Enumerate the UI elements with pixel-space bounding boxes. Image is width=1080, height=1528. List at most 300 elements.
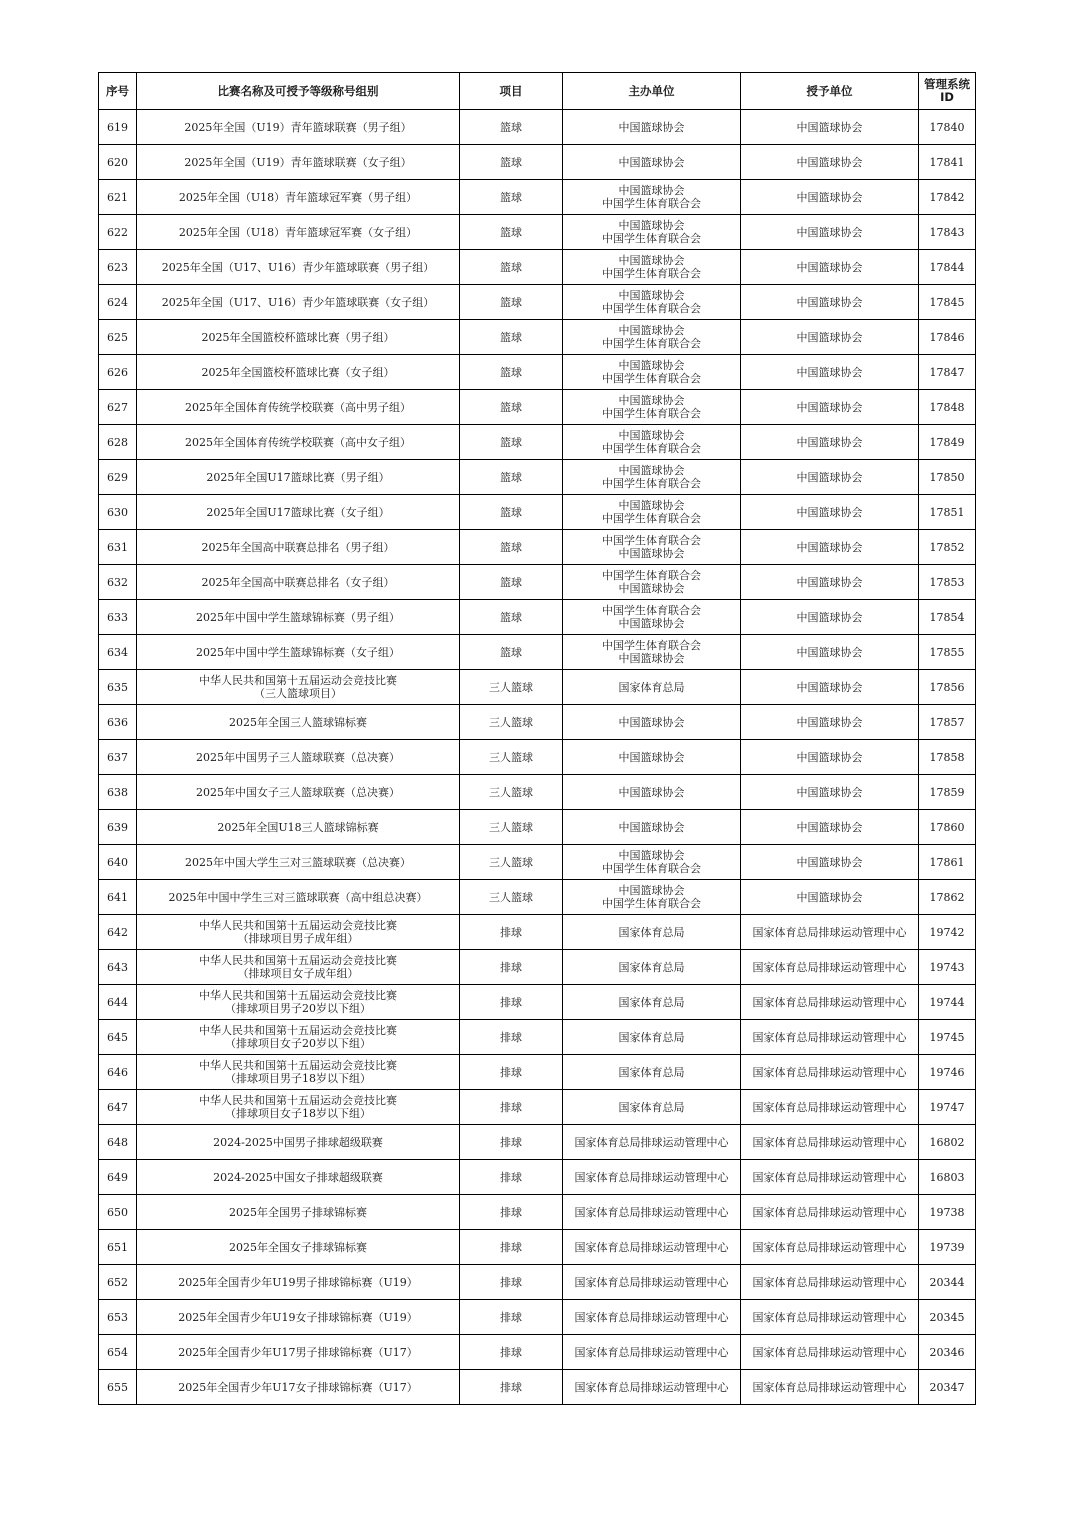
granting-unit: 中国篮球协会 [741,180,919,215]
competition-name-line: 2025年中国中学生篮球锦标赛（女子组） [196,645,400,659]
competition-name [137,1160,460,1195]
sport: 排球 [460,985,563,1020]
table-row [99,600,976,635]
sport: 三人篮球 [460,775,563,810]
row-number: 647 [99,1090,137,1125]
row-number: 643 [99,950,137,985]
sport: 三人篮球 [460,670,563,705]
row-number: 626 [99,355,137,390]
sport: 排球 [460,1020,563,1055]
competition-name-line: 2025年全国（U19）青年篮球联赛（女子组） [184,155,412,169]
sport: 三人篮球 [460,810,563,845]
granting-unit: 国家体育总局排球运动管理中心 [741,1195,919,1230]
host-unit-line: 中国学生体育联合会 [602,512,701,525]
header-name: 比赛名称及可授予等级称号组别 [137,73,460,110]
sport: 排球 [460,1265,563,1300]
table-row [99,425,976,460]
host-unit-line: 中国学生体育联合会 [602,372,701,385]
host-unit [563,1370,741,1405]
competition-name [137,670,460,705]
host-unit [563,180,741,215]
host-unit-line: 国家体育总局排球运动管理中心 [574,1240,729,1254]
competition-name [137,145,460,180]
host-unit-line: 中国篮球协会 [618,849,685,862]
competition-name-line: （排球项目男子成年组） [237,932,359,945]
competition-name [137,1265,460,1300]
competition-table [98,72,976,1405]
row-number: 649 [99,1160,137,1195]
table-row [99,880,976,915]
host-unit [563,495,741,530]
system-id: 17844 [919,250,976,285]
system-id: 17850 [919,460,976,495]
header-host: 主办单位 [563,73,741,110]
table-row [99,915,976,950]
granting-unit: 中国篮球协会 [741,775,919,810]
competition-name [137,845,460,880]
competition-name [137,1055,460,1090]
granting-unit: 国家体育总局排球运动管理中心 [741,1370,919,1405]
sport: 篮球 [460,110,563,145]
sport: 篮球 [460,460,563,495]
granting-unit: 中国篮球协会 [741,460,919,495]
host-unit-line: 中国篮球协会 [618,820,685,834]
row-number: 622 [99,215,137,250]
host-unit-line: 中国篮球协会 [618,617,685,630]
competition-name-line: （排球项目女子20岁以下组） [225,1037,371,1050]
competition-name-line: 2025年全国（U17、U16）青少年篮球联赛（男子组） [161,260,435,274]
system-id: 19742 [919,915,976,950]
host-unit-line: 中国篮球协会 [618,254,685,267]
host-unit-line: 中国学生体育联合会 [602,302,701,315]
granting-unit: 中国篮球协会 [741,880,919,915]
host-unit-line: 国家体育总局 [618,1065,685,1079]
competition-name-line: 2025年全国U17篮球比赛（男子组） [206,470,390,484]
granting-unit: 中国篮球协会 [741,670,919,705]
competition-name-line: 2025年全国（U18）青年篮球冠军赛（男子组） [178,190,418,204]
table-row [99,1265,976,1300]
host-unit [563,390,741,425]
sport: 排球 [460,1370,563,1405]
competition-name-line: 2025年中国女子三人篮球联赛（总决赛） [196,785,400,799]
competition-name-line: （排球项目女子成年组） [237,967,359,980]
system-id: 17840 [919,110,976,145]
header-no: 序号 [99,73,137,110]
row-number: 650 [99,1195,137,1230]
competition-name [137,915,460,950]
competition-name-line: 2025年中国大学生三对三篮球联赛（总决赛） [185,855,411,869]
system-id: 16803 [919,1160,976,1195]
row-number: 627 [99,390,137,425]
host-unit [563,670,741,705]
system-id: 17847 [919,355,976,390]
competition-name-line: 2025年全国（U18）青年篮球冠军赛（女子组） [178,225,418,239]
table-row [99,250,976,285]
competition-name [137,880,460,915]
sport: 三人篮球 [460,705,563,740]
row-number: 629 [99,460,137,495]
host-unit [563,845,741,880]
competition-name-line: 2025年全国三人篮球锦标赛 [229,715,367,729]
granting-unit: 中国篮球协会 [741,810,919,845]
table-row [99,985,976,1020]
granting-unit: 中国篮球协会 [741,390,919,425]
competition-name-line: 2025年全国高中联赛总排名（男子组） [201,540,395,554]
competition-name [137,950,460,985]
row-number: 651 [99,1230,137,1265]
granting-unit: 中国篮球协会 [741,635,919,670]
system-id: 17853 [919,565,976,600]
host-unit-line: 国家体育总局 [618,995,685,1009]
row-number: 644 [99,985,137,1020]
row-number: 636 [99,705,137,740]
host-unit [563,110,741,145]
sport: 篮球 [460,215,563,250]
table-row [99,1195,976,1230]
host-unit [563,740,741,775]
table-row [99,145,976,180]
host-unit-line: 中国学生体育联合会 [602,267,701,280]
host-unit-line: 中国学生体育联合会 [602,232,701,245]
granting-unit: 中国篮球协会 [741,530,919,565]
host-unit [563,1230,741,1265]
host-unit-line: 中国学生体育联合会 [602,197,701,210]
host-unit [563,460,741,495]
competition-name [137,180,460,215]
table-row [99,810,976,845]
host-unit [563,1020,741,1055]
header-row [99,73,976,110]
granting-unit: 国家体育总局排球运动管理中心 [741,1055,919,1090]
row-number: 655 [99,1370,137,1405]
sport: 三人篮球 [460,880,563,915]
competition-name-line: 中华人民共和国第十五届运动会竞技比赛 [199,674,397,687]
row-number: 631 [99,530,137,565]
sport: 三人篮球 [460,845,563,880]
sport: 排球 [460,1195,563,1230]
table-row [99,1055,976,1090]
system-id: 17855 [919,635,976,670]
host-unit [563,250,741,285]
host-unit-line: 中国篮球协会 [618,219,685,232]
host-unit [563,950,741,985]
competition-name-line: 2025年全国青少年U19女子排球锦标赛（U19） [178,1310,418,1324]
host-unit-line: 中国篮球协会 [618,652,685,665]
granting-unit: 国家体育总局排球运动管理中心 [741,915,919,950]
sport: 篮球 [460,425,563,460]
table-row [99,635,976,670]
host-unit-line: 中国学生体育联合会 [602,569,701,582]
row-number: 646 [99,1055,137,1090]
system-id: 17856 [919,670,976,705]
competition-name-line: 2025年全国体育传统学校联赛（高中女子组） [185,435,411,449]
granting-unit: 国家体育总局排球运动管理中心 [741,1300,919,1335]
competition-name [137,285,460,320]
system-id: 17858 [919,740,976,775]
granting-unit: 国家体育总局排球运动管理中心 [741,1160,919,1195]
host-unit-line: 中国学生体育联合会 [602,477,701,490]
row-number: 654 [99,1335,137,1370]
sport: 排球 [460,1160,563,1195]
competition-name-line: 2024-2025中国女子排球超级联赛 [213,1170,383,1184]
competition-name [137,775,460,810]
granting-unit: 国家体育总局排球运动管理中心 [741,1335,919,1370]
competition-name [137,425,460,460]
table-row [99,285,976,320]
table-row [99,1160,976,1195]
granting-unit: 国家体育总局排球运动管理中心 [741,950,919,985]
table-row [99,565,976,600]
host-unit-line: 中国学生体育联合会 [602,897,701,910]
granting-unit: 国家体育总局排球运动管理中心 [741,985,919,1020]
host-unit [563,915,741,950]
competition-name-line: 2025年中国中学生篮球锦标赛（男子组） [196,610,400,624]
host-unit-line: 中国篮球协会 [618,547,685,560]
competition-name [137,390,460,425]
sport: 排球 [460,1125,563,1160]
host-unit-line: 国家体育总局 [618,680,685,694]
row-number: 633 [99,600,137,635]
table-row [99,320,976,355]
granting-unit: 国家体育总局排球运动管理中心 [741,1090,919,1125]
competition-name [137,1020,460,1055]
table-row [99,215,976,250]
row-number: 641 [99,880,137,915]
header-system-id [919,73,976,110]
competition-name-line: 中华人民共和国第十五届运动会竞技比赛 [199,1059,397,1072]
competition-name [137,215,460,250]
sport: 排球 [460,950,563,985]
host-unit-line: 中国篮球协会 [618,184,685,197]
header-grant: 授予单位 [741,73,919,110]
competition-name-line: 中华人民共和国第十五届运动会竞技比赛 [199,1024,397,1037]
competition-name-line: 2025年全国（U17、U16）青少年篮球联赛（女子组） [161,295,435,309]
competition-name-line: （三人篮球项目） [254,687,342,700]
system-id: 17842 [919,180,976,215]
host-unit [563,145,741,180]
sport: 篮球 [460,320,563,355]
sport: 篮球 [460,495,563,530]
table-body [99,110,976,1405]
host-unit-line: 中国学生体育联合会 [602,442,701,455]
system-id: 17859 [919,775,976,810]
host-unit-line: 国家体育总局排球运动管理中心 [574,1170,729,1184]
competition-name [137,110,460,145]
competition-name-line: 2024-2025中国男子排球超级联赛 [213,1135,383,1149]
system-id: 20344 [919,1265,976,1300]
host-unit [563,1335,741,1370]
sport: 排球 [460,1300,563,1335]
competition-name-line: 2025年全国青少年U17男子排球锦标赛（U17） [178,1345,418,1359]
host-unit [563,1125,741,1160]
system-id: 17849 [919,425,976,460]
host-unit-line: 国家体育总局 [618,960,685,974]
row-number: 639 [99,810,137,845]
granting-unit: 中国篮球协会 [741,320,919,355]
granting-unit: 中国篮球协会 [741,110,919,145]
system-id: 17845 [919,285,976,320]
table-row [99,530,976,565]
granting-unit: 中国篮球协会 [741,565,919,600]
host-unit-line: 国家体育总局 [618,1030,685,1044]
host-unit [563,880,741,915]
granting-unit: 中国篮球协会 [741,495,919,530]
host-unit [563,1055,741,1090]
host-unit [563,775,741,810]
system-id: 19743 [919,950,976,985]
table-row [99,950,976,985]
granting-unit: 中国篮球协会 [741,145,919,180]
competition-name [137,565,460,600]
row-number: 623 [99,250,137,285]
sport: 篮球 [460,635,563,670]
host-unit-line: 中国学生体育联合会 [602,337,701,350]
system-id: 17848 [919,390,976,425]
granting-unit: 国家体育总局排球运动管理中心 [741,1265,919,1300]
granting-unit: 中国篮球协会 [741,285,919,320]
granting-unit: 中国篮球协会 [741,740,919,775]
row-number: 645 [99,1020,137,1055]
row-number: 638 [99,775,137,810]
host-unit-line: 中国篮球协会 [618,884,685,897]
header-system-id-line2: ID [940,90,954,104]
row-number: 637 [99,740,137,775]
header-system-id-line1: 管理系统 [924,77,970,91]
table-row [99,775,976,810]
competition-name-line: （排球项目男子20岁以下组） [225,1002,371,1015]
system-id: 17860 [919,810,976,845]
system-id: 20345 [919,1300,976,1335]
system-id: 17857 [919,705,976,740]
row-number: 648 [99,1125,137,1160]
sport: 篮球 [460,390,563,425]
competition-name-line: 2025年全国（U19）青年篮球联赛（男子组） [184,120,412,134]
row-number: 642 [99,915,137,950]
competition-name-line: （排球项目女子18岁以下组） [225,1107,371,1120]
table-row [99,740,976,775]
competition-name [137,1335,460,1370]
competition-name [137,635,460,670]
row-number: 625 [99,320,137,355]
competition-name [137,1370,460,1405]
table-row [99,845,976,880]
row-number: 619 [99,110,137,145]
system-id: 17851 [919,495,976,530]
sport: 排球 [460,1055,563,1090]
competition-name [137,600,460,635]
competition-name [137,705,460,740]
row-number: 635 [99,670,137,705]
host-unit-line: 国家体育总局排球运动管理中心 [574,1310,729,1324]
competition-name [137,740,460,775]
table-row [99,355,976,390]
row-number: 632 [99,565,137,600]
sport: 三人篮球 [460,740,563,775]
granting-unit: 中国篮球协会 [741,705,919,740]
system-id: 19739 [919,1230,976,1265]
table-row [99,705,976,740]
host-unit-line: 中国篮球协会 [618,324,685,337]
host-unit-line: 中国篮球协会 [618,429,685,442]
host-unit-line: 中国学生体育联合会 [602,534,701,547]
host-unit [563,355,741,390]
host-unit-line: 国家体育总局 [618,1100,685,1114]
table-row [99,1335,976,1370]
host-unit-line: 中国篮球协会 [618,785,685,799]
system-id: 17861 [919,845,976,880]
competition-name-line: 2025年全国青少年U17女子排球锦标赛（U17） [178,1380,418,1394]
sport: 排球 [460,1230,563,1265]
row-number: 624 [99,285,137,320]
system-id: 17852 [919,530,976,565]
host-unit [563,565,741,600]
competition-name-line: 2025年中国男子三人篮球联赛（总决赛） [196,750,400,764]
row-number: 652 [99,1265,137,1300]
host-unit-line: 中国篮球协会 [618,464,685,477]
competition-name-line: 中华人民共和国第十五届运动会竞技比赛 [199,954,397,967]
competition-name-line: 2025年全国篮校杯篮球比赛（女子组） [201,365,395,379]
host-unit-line: 国家体育总局排球运动管理中心 [574,1380,729,1394]
system-id: 19738 [919,1195,976,1230]
sport: 排球 [460,1335,563,1370]
row-number: 634 [99,635,137,670]
host-unit-line: 国家体育总局 [618,925,685,939]
competition-name-line: 2025年中国中学生三对三篮球联赛（高中组总决赛） [168,890,428,904]
granting-unit: 中国篮球协会 [741,425,919,460]
table-row [99,390,976,425]
competition-name [137,1195,460,1230]
competition-name [137,495,460,530]
host-unit-line: 中国篮球协会 [618,394,685,407]
sport: 篮球 [460,530,563,565]
header-sport: 项目 [460,73,563,110]
host-unit-line: 中国篮球协会 [618,715,685,729]
granting-unit: 国家体育总局排球运动管理中心 [741,1230,919,1265]
competition-name-line: 2025年全国青少年U19男子排球锦标赛（U19） [178,1275,418,1289]
host-unit [563,530,741,565]
competition-name-line: 2025年全国女子排球锦标赛 [229,1240,367,1254]
row-number: 630 [99,495,137,530]
competition-name [137,1230,460,1265]
host-unit-line: 中国篮球协会 [618,289,685,302]
sport: 篮球 [460,565,563,600]
host-unit [563,215,741,250]
granting-unit: 国家体育总局排球运动管理中心 [741,1020,919,1055]
host-unit [563,600,741,635]
granting-unit: 国家体育总局排球运动管理中心 [741,1125,919,1160]
host-unit [563,1300,741,1335]
competition-name [137,250,460,285]
system-id: 17843 [919,215,976,250]
system-id: 19746 [919,1055,976,1090]
table-row [99,1300,976,1335]
competition-name-line: 2025年全国体育传统学校联赛（高中男子组） [185,400,411,414]
host-unit-line: 中国篮球协会 [618,582,685,595]
competition-name-line: 2025年全国U17篮球比赛（女子组） [206,505,390,519]
sport: 篮球 [460,145,563,180]
system-id: 17841 [919,145,976,180]
competition-name [137,460,460,495]
sport: 篮球 [460,285,563,320]
row-number: 628 [99,425,137,460]
host-unit [563,635,741,670]
competition-name-line: 中华人民共和国第十五届运动会竞技比赛 [199,1094,397,1107]
competition-name-line: （排球项目男子18岁以下组） [225,1072,371,1085]
host-unit [563,1195,741,1230]
table-row [99,110,976,145]
host-unit-line: 中国篮球协会 [618,120,685,134]
sport: 篮球 [460,600,563,635]
